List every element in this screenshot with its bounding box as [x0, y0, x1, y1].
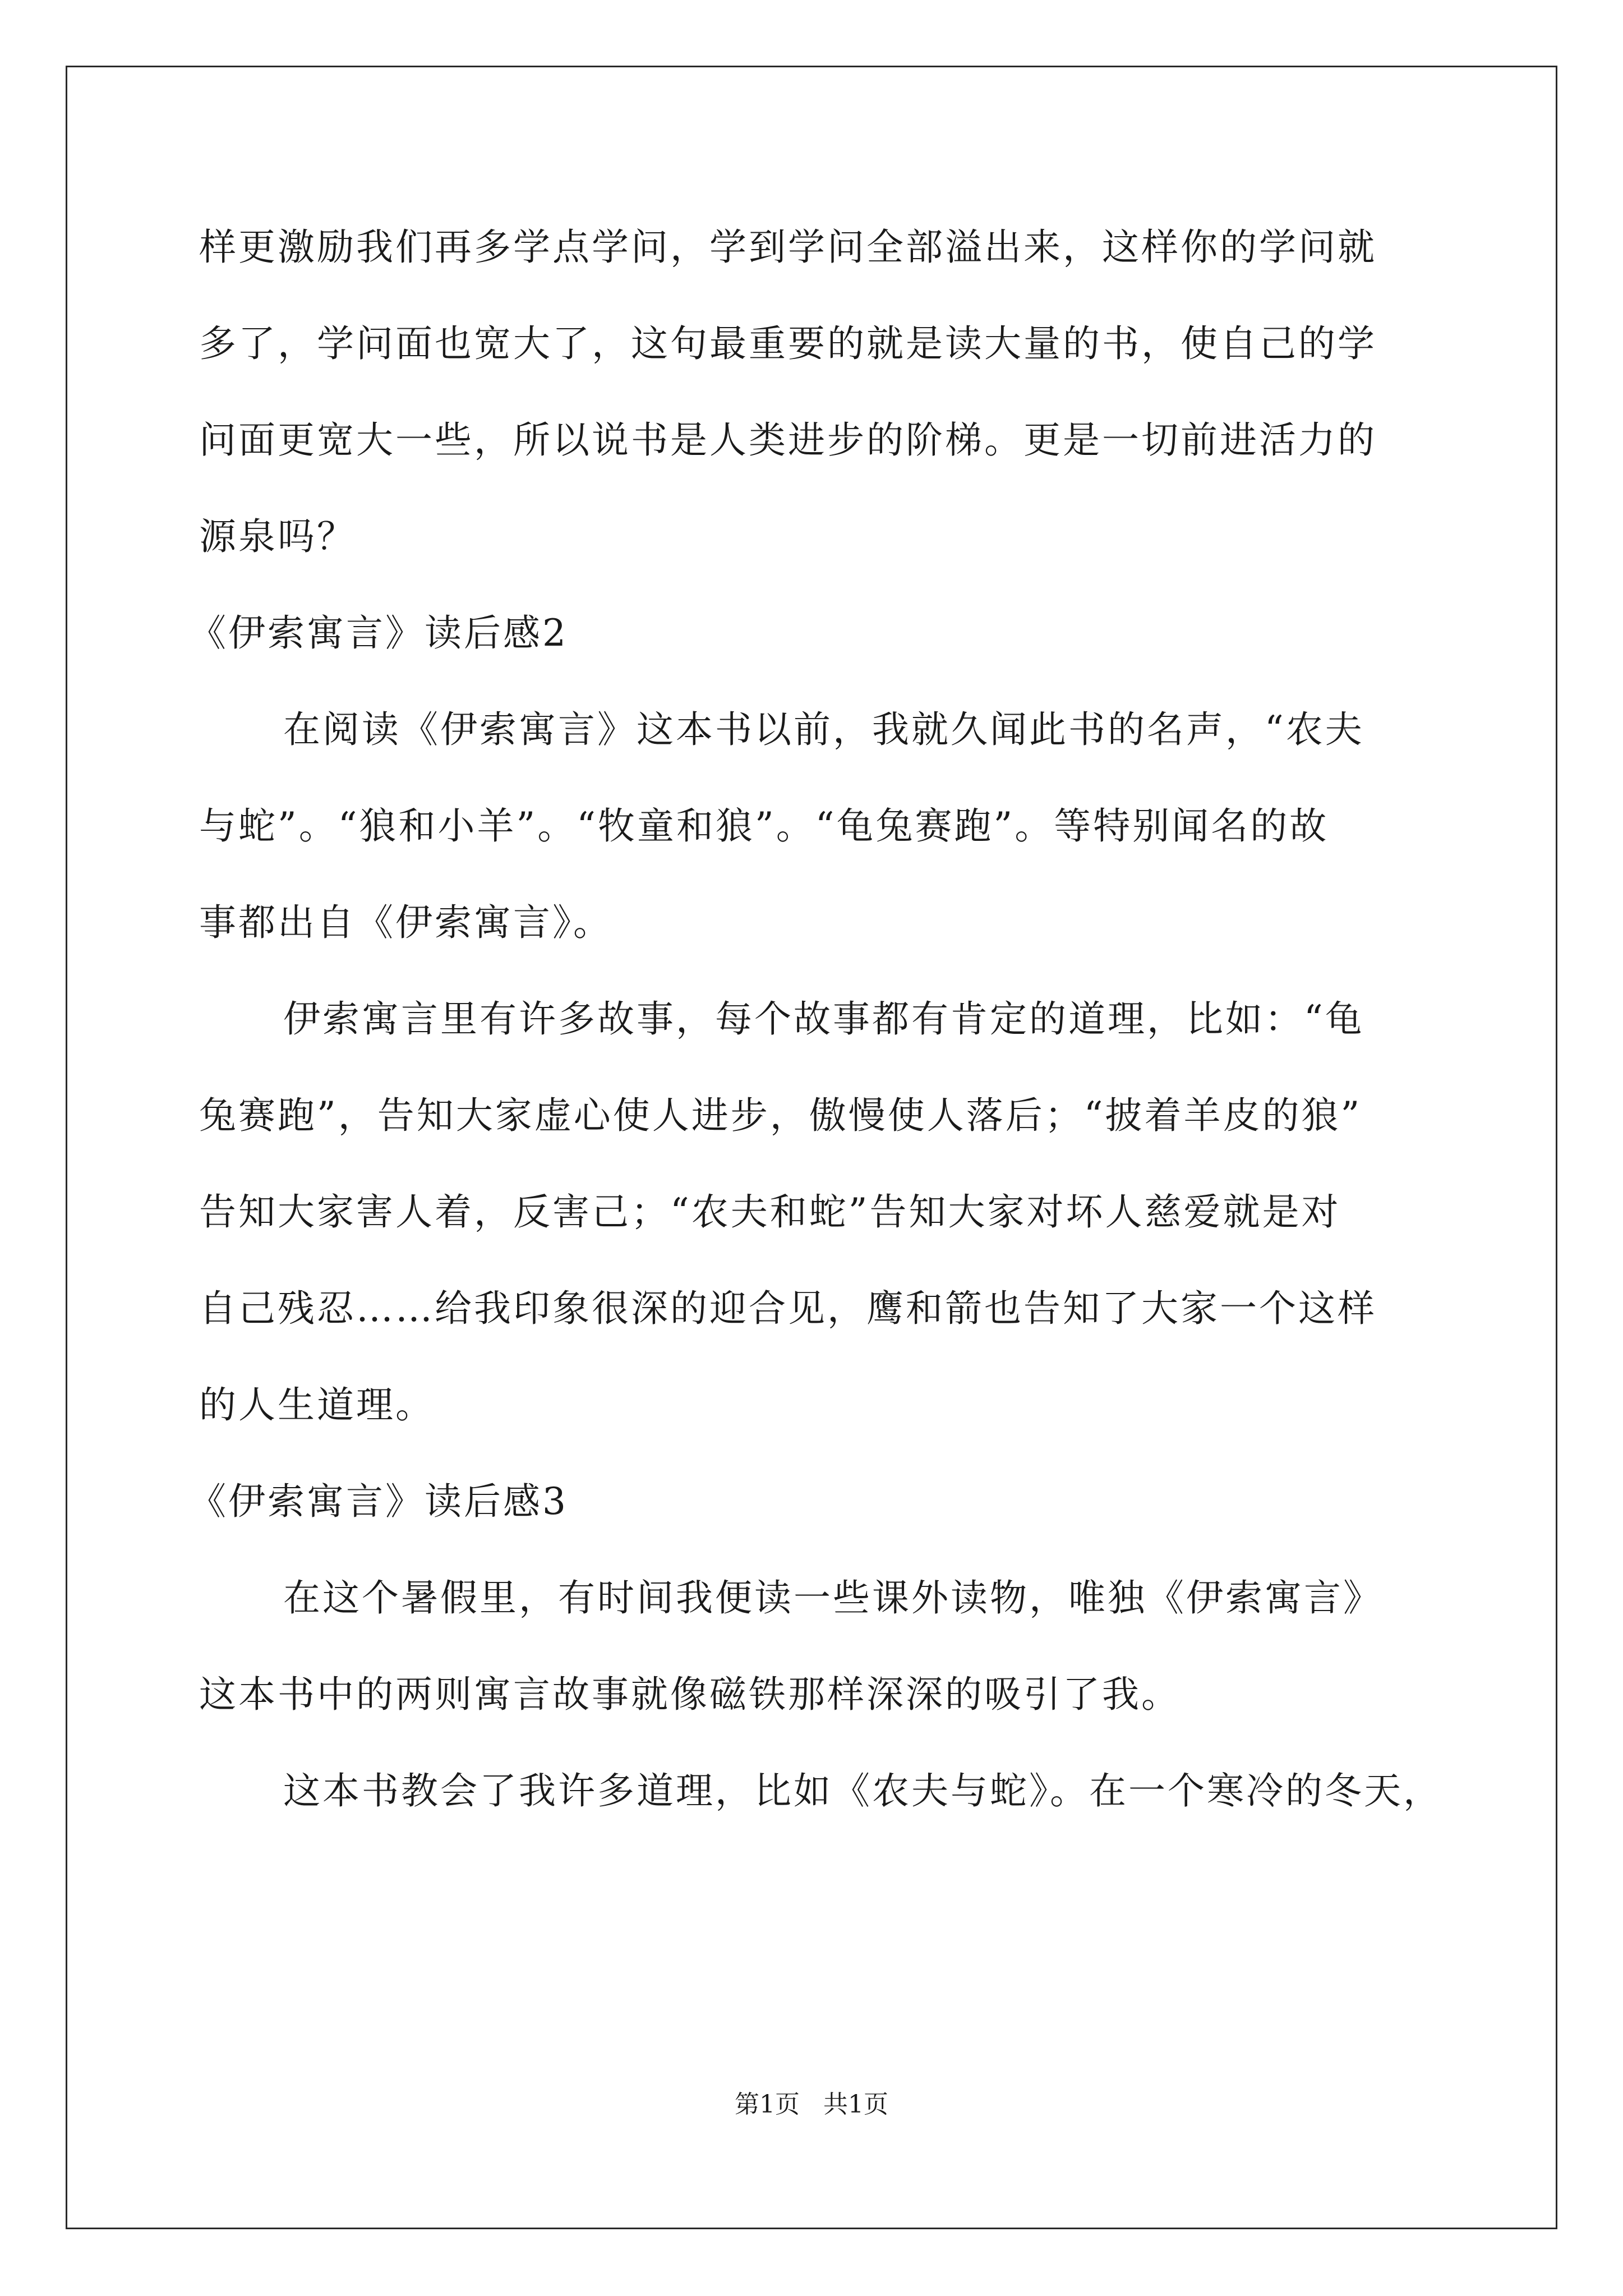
text-line: 在阅读《伊索寓言》这本书以前，我就久闻此书的名声，“农夫 [283, 708, 1364, 751]
text-line: 源泉吗？ [199, 515, 356, 558]
text-line: 的人生道理。 [199, 1383, 435, 1427]
document-body [189, 199, 1455, 1839]
text-line: 样更激励我们再多学点学问，学到学问全部溢出来，这样你的学问就 [199, 226, 1377, 269]
section-heading: 《伊索寓言》读后感2 [189, 611, 568, 655]
page-number: 第1页 [735, 2090, 800, 2119]
section-heading: 《伊索寓言》读后感3 [189, 1480, 568, 1523]
text-line: 问面更宽大一些，所以说书是人类进步的阶梯。更是一切前进活力的 [199, 418, 1377, 462]
text-line: 告知大家害人着，反害己；“农夫和蛇”告知大家对坏人慈爱就是对 [199, 1190, 1341, 1234]
page-total: 共1页 [823, 2090, 888, 2119]
text-line: 兔赛跑”，告知大家虚心使人进步，傲慢使人落后；“披着羊皮的狼” [199, 1094, 1362, 1137]
text-line: 在这个暑假里，有时间我便读一些课外读物，唯独《伊索寓言》 [283, 1576, 1382, 1619]
text-line: 这本书教会了我许多道理，比如《农夫与蛇》。在一个寒冷的冬天， [283, 1769, 1442, 1812]
text-line: 与蛇”。“狼和小羊”。“牧童和狼”。“龟兔赛跑”。等特别闻名的故 [199, 804, 1329, 848]
page-footer [0, 2088, 1623, 2122]
text-line: 事都出自《伊索寓言》。 [199, 901, 612, 944]
text-line: 自己残忍……给我印象很深的迎合见，鹰和箭也告知了大家一个这样 [199, 1287, 1377, 1330]
text-line: 这本书中的两则寓言故事就像磁铁那样深深的吸引了我。 [199, 1673, 1181, 1716]
text-line: 伊索寓言里有许多故事，每个故事都有肯定的道理，比如：“龟 [283, 997, 1364, 1041]
text-line: 多了，学问面也宽大了，这句最重要的就是读大量的书，使自己的学 [199, 322, 1377, 365]
